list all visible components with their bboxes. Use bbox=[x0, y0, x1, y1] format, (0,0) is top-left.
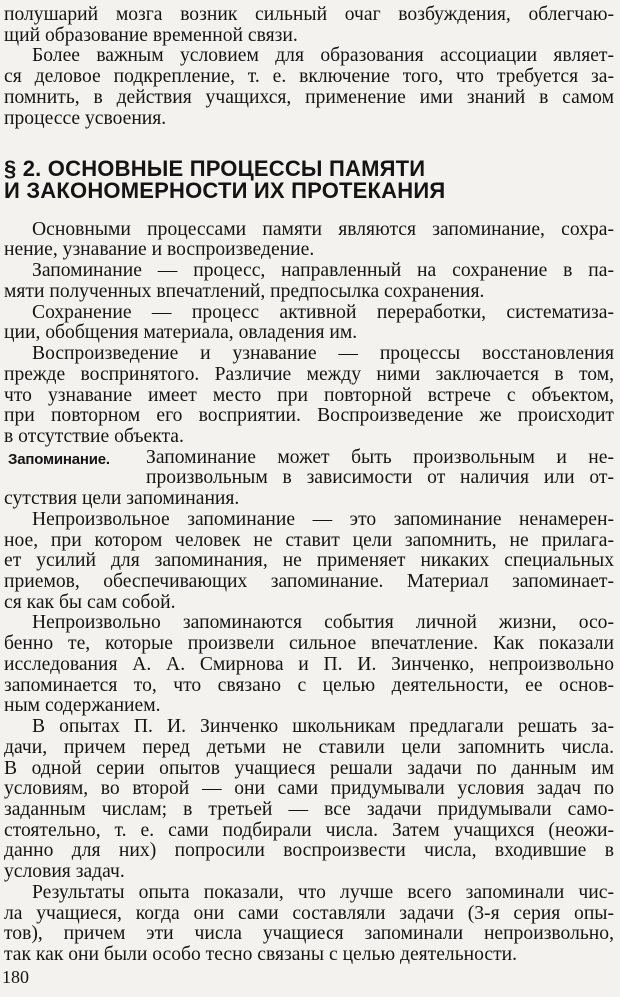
section-heading-line-1: § 2. ОСНОВНЫЕ ПРОЦЕССЫ ПАМЯТИ bbox=[4, 155, 426, 181]
reproduction-line-4: при повторном его восприятии. Воспроизведение же происходит bbox=[4, 405, 614, 427]
results-line-3: тов), причем эти числа учащиеся запоминали непроизвольно, bbox=[4, 923, 614, 945]
voluntary-line-2: произвольным в зависимости от наличия или от- bbox=[146, 467, 614, 489]
voluntary-line-3: сутствия цели запоминания. bbox=[4, 488, 240, 510]
involuntary-line-4: приемов, обеспечивающих запоминание. Материал запоминает- bbox=[4, 571, 614, 592]
events-line-1: Непроизвольно запоминаются события личной жизни, осо- bbox=[32, 612, 614, 634]
results-line-1: Результаты опыта показали, что лучше всего запоминали чис- bbox=[32, 881, 614, 903]
reproduction-line-2: прежде воспринятого. Различие между ними заключается в том, bbox=[4, 363, 614, 385]
intro-line-1: полушарий мозга возник сильный очаг возбуждения, облегчаю- bbox=[4, 4, 614, 25]
intro-line-2: щий образование временной связи. bbox=[4, 24, 298, 46]
experiments-line-8: условия задач. bbox=[4, 861, 125, 883]
side-label-memorization: Запоминание. bbox=[8, 450, 110, 468]
involuntary-line-5: ся как бы сам собой. bbox=[4, 591, 176, 613]
memorization-line-2: мяти полученных впечатлений, предпосылка сохранения. bbox=[4, 280, 485, 302]
involuntary-line-1: Непроизвольное запоминание — это запоминание ненамерен- bbox=[32, 508, 614, 530]
processes-line-2: нение, узнавание и воспроизведение. bbox=[4, 239, 315, 261]
association-line-4: процессе усвоения. bbox=[4, 107, 167, 129]
events-line-3: исследования А. А. Смирнова и П. И. Зинченко, непроизвольно bbox=[4, 653, 614, 675]
events-line-4: запоминается то, что связано с целью деятельности, ее основ- bbox=[4, 674, 614, 696]
events-line-2: бенно те, которые произвели сильное впечатление. Как показали bbox=[4, 633, 614, 655]
experiments-line-2: дачи, причем перед детьми не ставили цели запомнить числа. bbox=[4, 736, 614, 758]
association-line-3: помнить, в действия учащихся, применение ими знаний в самом bbox=[4, 86, 614, 108]
reproduction-line-5: в отсутствие объекта. bbox=[4, 425, 184, 447]
reproduction-line-3: что узнавание имеет место при повторной встрече с объектом, bbox=[4, 384, 614, 406]
retention-line-2: ции, обобщения материала, овладения им. bbox=[4, 322, 358, 344]
results-line-2: ла учащиеся, когда они сами составляли задачи (3-я серия опы- bbox=[4, 902, 614, 924]
retention-line-1: Сохранение — процесс активной переработки, систематиза- bbox=[32, 301, 614, 323]
association-line-1: Более важным условием для образования ассоциации являет- bbox=[32, 45, 614, 67]
involuntary-line-2: ное, при котором человек не ставит цели запомнить, не прилага- bbox=[4, 529, 614, 551]
events-line-5: ным содержанием. bbox=[4, 695, 161, 717]
experiments-line-7: данно для них) попросили воспроизвести числа, входившие в bbox=[4, 840, 614, 862]
involuntary-line-3: ет усилий для запоминания, не применяет никаких специальных bbox=[4, 550, 614, 572]
experiments-line-3: В одной серии опытов учащиеся решали задачи по данным им bbox=[4, 757, 614, 779]
results-line-4: так как они были особо тесно связаны с целью деятельности. bbox=[4, 944, 518, 965]
association-line-2: ся деловое подкрепление, т. е. включение того, что требуется за- bbox=[4, 66, 614, 88]
reproduction-line-1: Воспроизведение и узнавание — процессы восстановления bbox=[32, 343, 614, 365]
experiments-line-4: условиям, во второй — они сами придумывали условия задач по bbox=[4, 778, 614, 800]
experiments-line-6: стоятельно, т. е. сами подбирали числа. Затем учащихся (неожи- bbox=[4, 819, 614, 841]
page-number: 180 bbox=[2, 967, 29, 987]
experiments-line-1: В опытах П. И. Зинченко школьникам предлагали решать за- bbox=[32, 716, 614, 738]
experiments-line-5: заданным числам; в третьей — все задачи придумывали само- bbox=[4, 798, 614, 820]
voluntary-line-1: Запоминание может быть произвольным и не- bbox=[146, 446, 614, 468]
memorization-line-1: Запоминание — процесс, направленный на сохранение в па- bbox=[32, 260, 614, 282]
section-heading-line-2: И ЗАКОНОМЕРНОСТИ ИХ ПРОТЕКАНИЯ bbox=[4, 178, 446, 204]
processes-line-1: Основными процессами памяти являются запоминание, сохра- bbox=[32, 218, 614, 240]
